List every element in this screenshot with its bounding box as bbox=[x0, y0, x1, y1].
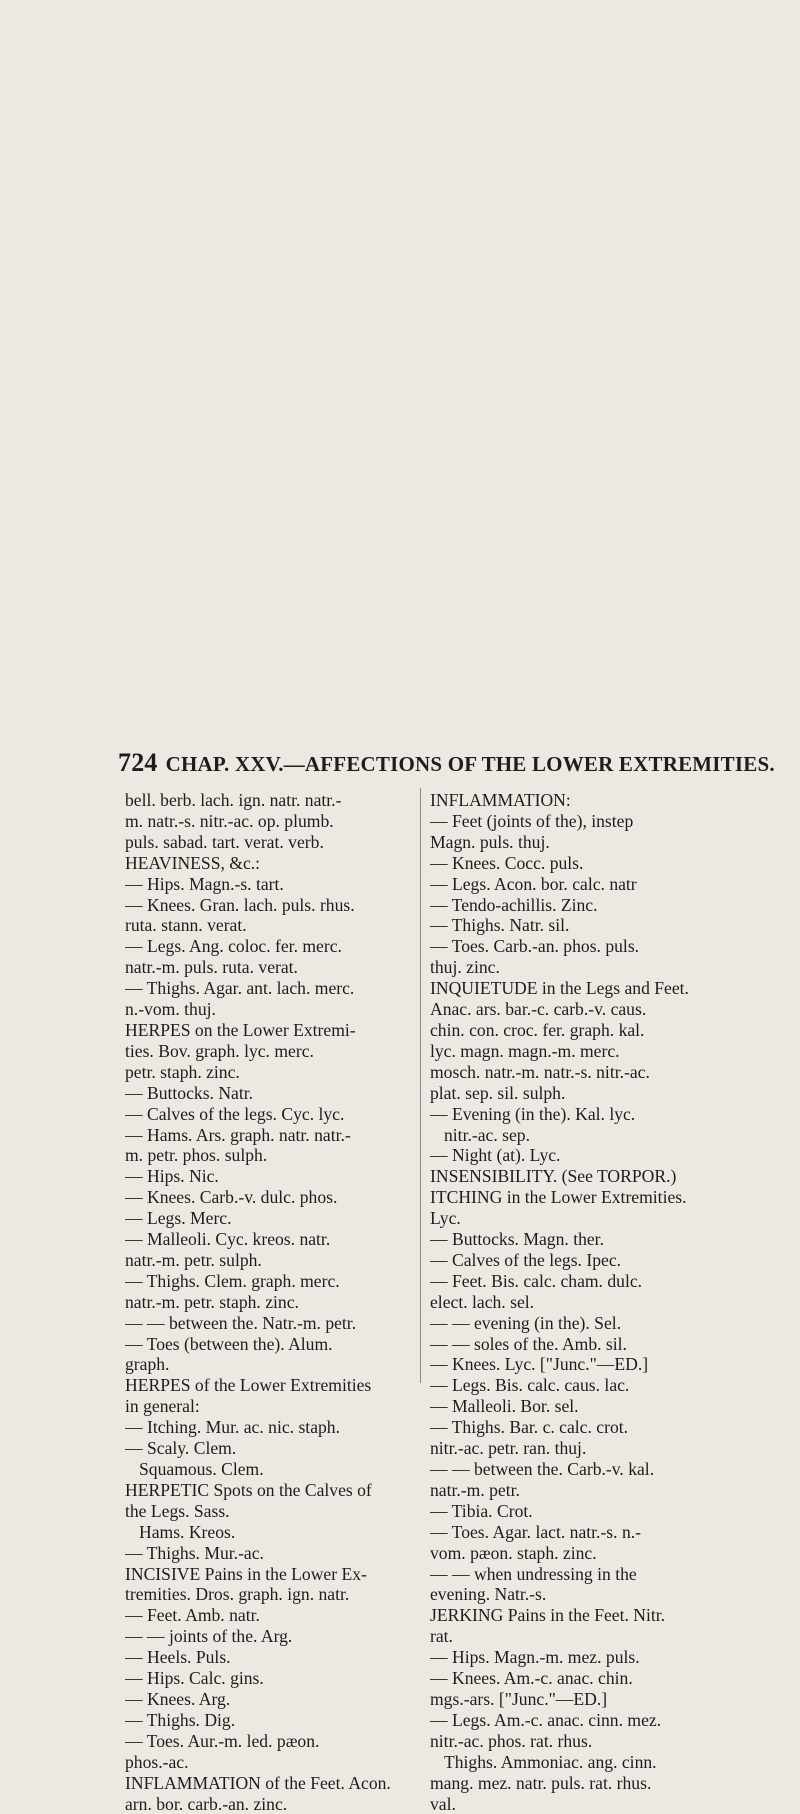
text-line: — — between the. Natr.-m. petr. bbox=[125, 1313, 425, 1334]
text-line: lyc. magn. magn.-m. merc. bbox=[430, 1041, 750, 1062]
left-column bbox=[125, 790, 425, 1814]
text-line: INFLAMMATION of the Feet. Acon. bbox=[125, 1773, 425, 1794]
text-line: — Feet. Bis. calc. cham. dulc. bbox=[430, 1271, 750, 1292]
text-line: — Thighs. Clem. graph. merc. bbox=[125, 1271, 425, 1292]
text-line: arn. bor. carb.-an. zinc. bbox=[125, 1794, 425, 1814]
page-number: 724 bbox=[118, 748, 158, 777]
text-line: puls. sabad. tart. verat. verb. bbox=[125, 832, 425, 853]
text-line: — Itching. Mur. ac. nic. staph. bbox=[125, 1417, 425, 1438]
text-line: INQUIETUDE in the Legs and Feet. bbox=[430, 978, 750, 999]
text-line: Magn. puls. thuj. bbox=[430, 832, 750, 853]
text-line: — Scaly. Clem. bbox=[125, 1438, 425, 1459]
text-line: Thighs. Ammoniac. ang. cinn. bbox=[430, 1752, 750, 1773]
text-line: — Night (at). Lyc. bbox=[430, 1145, 750, 1166]
text-line: — Calves of the legs. Cyc. lyc. bbox=[125, 1104, 425, 1125]
text-line: HERPETIC Spots on the Calves of bbox=[125, 1480, 425, 1501]
text-line: ties. Bov. graph. lyc. merc. bbox=[125, 1041, 425, 1062]
text-line: m. petr. phos. sulph. bbox=[125, 1145, 425, 1166]
text-line: — Hips. Nic. bbox=[125, 1166, 425, 1187]
text-line: graph. bbox=[125, 1354, 425, 1375]
text-line: Hams. Kreos. bbox=[125, 1522, 425, 1543]
text-line: — Legs. Bis. calc. caus. lac. bbox=[430, 1375, 750, 1396]
text-line: — Malleoli. Cyc. kreos. natr. bbox=[125, 1229, 425, 1250]
chapter-title: CHAP. XXV.—AFFECTIONS OF THE LOWER EXTREMITIES. bbox=[166, 752, 775, 776]
text-line: — Knees. Arg. bbox=[125, 1689, 425, 1710]
text-line: evening. Natr.-s. bbox=[430, 1584, 750, 1605]
text-line: — Buttocks. Natr. bbox=[125, 1083, 425, 1104]
text-line: m. natr.-s. nitr.-ac. op. plumb. bbox=[125, 811, 425, 832]
text-line: HERPES on the Lower Extremi- bbox=[125, 1020, 425, 1041]
text-line: — Toes (between the). Alum. bbox=[125, 1334, 425, 1355]
text-line: ITCHING in the Lower Extremities. bbox=[430, 1187, 750, 1208]
text-line: chin. con. croc. fer. graph. kal. bbox=[430, 1020, 750, 1041]
text-line: — Hams. Ars. graph. natr. natr.- bbox=[125, 1125, 425, 1146]
right-column bbox=[430, 790, 750, 1814]
text-line: nitr.-ac. phos. rat. rhus. bbox=[430, 1731, 750, 1752]
text-line: — Knees. Carb.-v. dulc. phos. bbox=[125, 1187, 425, 1208]
text-line: — Thighs. Bar. c. calc. crot. bbox=[430, 1417, 750, 1438]
text-line: in general: bbox=[125, 1396, 425, 1417]
text-line: n.-vom. thuj. bbox=[125, 999, 425, 1020]
text-line: — Toes. Aur.-m. led. pæon. bbox=[125, 1731, 425, 1752]
text-line: — Legs. Ang. coloc. fer. merc. bbox=[125, 936, 425, 957]
text-line: — Toes. Carb.-an. phos. puls. bbox=[430, 936, 750, 957]
text-line: — — evening (in the). Sel. bbox=[430, 1313, 750, 1334]
text-line: — Feet (joints of the), instep bbox=[430, 811, 750, 832]
text-line: — Malleoli. Bor. sel. bbox=[430, 1396, 750, 1417]
text-line: vom. pæon. staph. zinc. bbox=[430, 1543, 750, 1564]
text-line: natr.-m. petr. staph. zinc. bbox=[125, 1292, 425, 1313]
text-line: rat. bbox=[430, 1626, 750, 1647]
text-line: — Calves of the legs. Ipec. bbox=[430, 1250, 750, 1271]
text-line: — Thighs. Natr. sil. bbox=[430, 915, 750, 936]
text-line: mang. mez. natr. puls. rat. rhus. bbox=[430, 1773, 750, 1794]
text-line: bell. berb. lach. ign. natr. natr.- bbox=[125, 790, 425, 811]
text-line: — Legs. Acon. bor. calc. natr bbox=[430, 874, 750, 895]
text-line: — Legs. Am.-c. anac. cinn. mez. bbox=[430, 1710, 750, 1731]
text-line: — Knees. Cocc. puls. bbox=[430, 853, 750, 874]
text-line: plat. sep. sil. sulph. bbox=[430, 1083, 750, 1104]
column-divider bbox=[420, 788, 421, 1383]
text-line: — — soles of the. Amb. sil. bbox=[430, 1334, 750, 1355]
text-line: — — joints of the. Arg. bbox=[125, 1626, 425, 1647]
text-line: — Thighs. Dig. bbox=[125, 1710, 425, 1731]
text-line: — — between the. Carb.-v. kal. bbox=[430, 1459, 750, 1480]
text-line: — Knees. Lyc. ["Junc."—ED.] bbox=[430, 1354, 750, 1375]
text-line: — Feet. Amb. natr. bbox=[125, 1605, 425, 1626]
text-line: natr.-m. petr. sulph. bbox=[125, 1250, 425, 1271]
text-line: — Thighs. Mur.-ac. bbox=[125, 1543, 425, 1564]
text-line: val. bbox=[430, 1794, 750, 1814]
text-line: natr.-m. petr. bbox=[430, 1480, 750, 1501]
text-line: ruta. stann. verat. bbox=[125, 915, 425, 936]
text-line: the Legs. Sass. bbox=[125, 1501, 425, 1522]
text-line: INSENSIBILITY. (See TORPOR.) bbox=[430, 1166, 750, 1187]
text-line: — Knees. Am.-c. anac. chin. bbox=[430, 1668, 750, 1689]
text-line: phos.-ac. bbox=[125, 1752, 425, 1773]
text-line: JERKING Pains in the Feet. Nitr. bbox=[430, 1605, 750, 1626]
text-line: nitr.-ac. petr. ran. thuj. bbox=[430, 1438, 750, 1459]
text-line: — Thighs. Agar. ant. lach. merc. bbox=[125, 978, 425, 999]
text-line: INCISIVE Pains in the Lower Ex- bbox=[125, 1564, 425, 1585]
text-line: — — when undressing in the bbox=[430, 1564, 750, 1585]
text-line: thuj. zinc. bbox=[430, 957, 750, 978]
running-header bbox=[118, 748, 798, 778]
text-line: mgs.-ars. ["Junc."—ED.] bbox=[430, 1689, 750, 1710]
text-line: elect. lach. sel. bbox=[430, 1292, 750, 1313]
text-line: — Hips. Calc. gins. bbox=[125, 1668, 425, 1689]
text-line: — Toes. Agar. lact. natr.-s. n.- bbox=[430, 1522, 750, 1543]
text-line: — Evening (in the). Kal. lyc. bbox=[430, 1104, 750, 1125]
text-line: petr. staph. zinc. bbox=[125, 1062, 425, 1083]
text-line: — Hips. Magn.-m. mez. puls. bbox=[430, 1647, 750, 1668]
text-line: INFLAMMATION: bbox=[430, 790, 750, 811]
text-line: Squamous. Clem. bbox=[125, 1459, 425, 1480]
text-line: nitr.-ac. sep. bbox=[430, 1125, 750, 1146]
text-line: — Heels. Puls. bbox=[125, 1647, 425, 1668]
text-line: HERPES of the Lower Extremities bbox=[125, 1375, 425, 1396]
text-line: — Tibia. Crot. bbox=[430, 1501, 750, 1522]
text-line: Lyc. bbox=[430, 1208, 750, 1229]
text-line: natr.-m. puls. ruta. verat. bbox=[125, 957, 425, 978]
text-line: — Legs. Merc. bbox=[125, 1208, 425, 1229]
text-line: Anac. ars. bar.-c. carb.-v. caus. bbox=[430, 999, 750, 1020]
text-line: HEAVINESS, &c.: bbox=[125, 853, 425, 874]
text-line: — Tendo-achillis. Zinc. bbox=[430, 895, 750, 916]
text-line: — Buttocks. Magn. ther. bbox=[430, 1229, 750, 1250]
text-line: — Hips. Magn.-s. tart. bbox=[125, 874, 425, 895]
text-line: mosch. natr.-m. natr.-s. nitr.-ac. bbox=[430, 1062, 750, 1083]
text-line: tremities. Dros. graph. ign. natr. bbox=[125, 1584, 425, 1605]
text-line: — Knees. Gran. lach. puls. rhus. bbox=[125, 895, 425, 916]
